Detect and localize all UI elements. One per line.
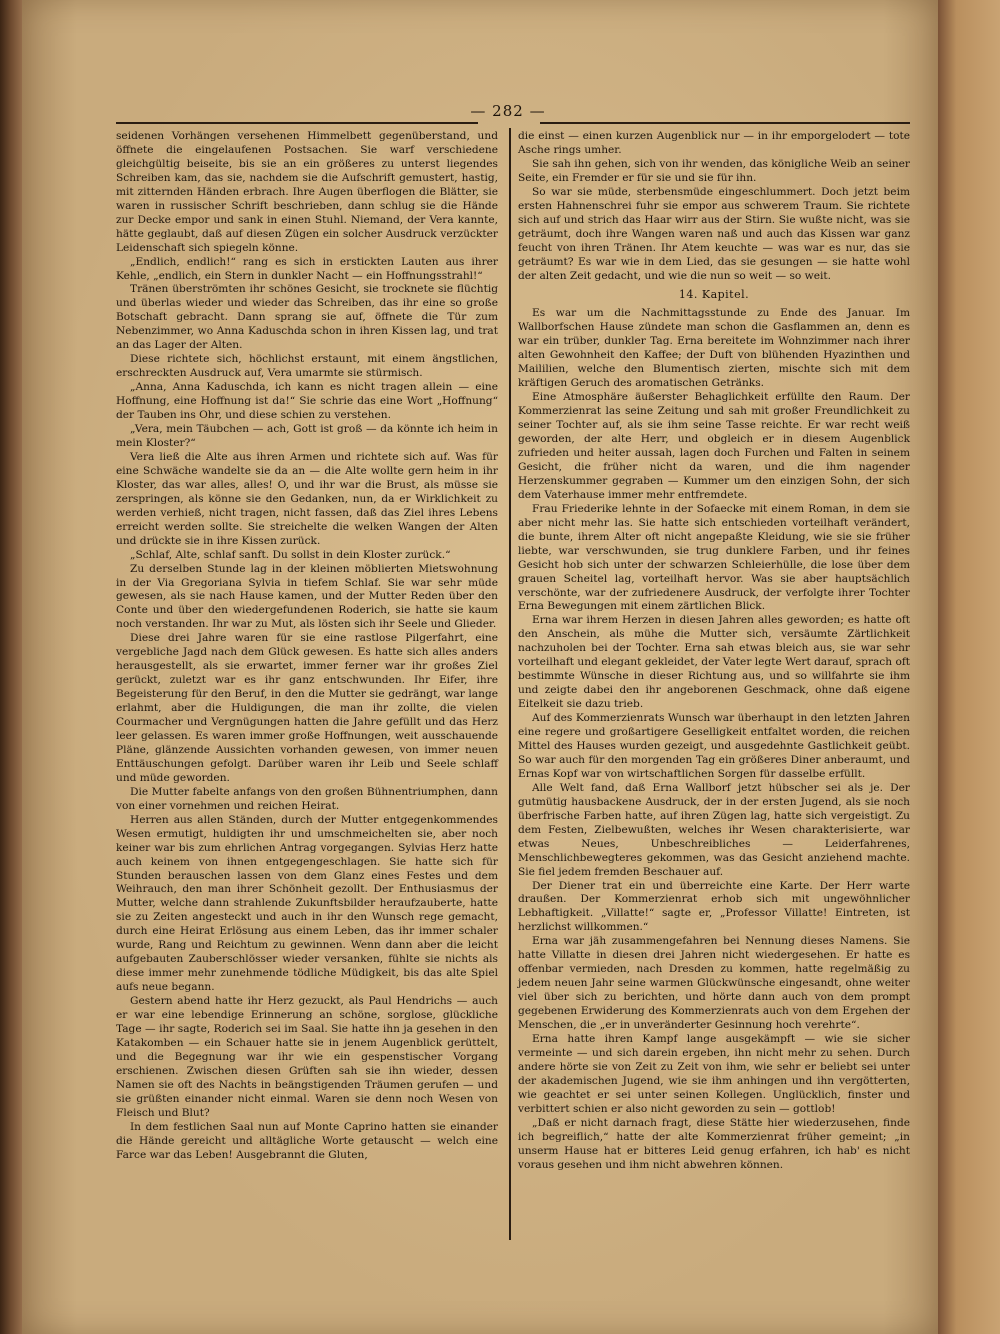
paragraph: So war sie müde, sterbensmüde eingeschlummert. Doch jetzt beim ersten Hahnenschrei fuhr sie empor aus schwerem Traum. Sie richtete sich auf und strich das Haar wirr aus der Stirn. Sie wußte nicht, was sie geträumt, doch ihre Wangen waren naß und auch das Kissen war ganz feucht von ihren Tränen. Ihr Atem keuchte — was war es nur, das sie geträumt? Es war wie in dem Lied, das sie gesungen — sie hatte wohl der alten Zeit gedacht, und wie die nun so weit — so weit.: [518, 185, 910, 282]
paragraph: Erna war jäh zusammengefahren bei Nennung dieses Namens. Sie hatte Villatte in diesen drei Jahren nicht wiedergesehen. Er hatte es offenbar vermieden, nach Dresden zu kommen, hatte regelmäßig zu jedem neuen Jahr seine warmen Glückwünsche eingesandt, ohne weiter viel über sich zu berichten, und hörte dann auch von dem prompt gegebenen Erwiderung des Kommerzienrats auch von dem Ergehen der Menschen, die „er in unveränderter Gesinnung hoch verehrte“.: [518, 935, 910, 1032]
paragraph: „Daß er nicht darnach fragt, diese Stätte hier wiederzusehen, finde ich begreiflich,“ hatte der alte Kommerzienrat früher gemeint; „in unserm Hause hat er bitteres Leid genug erfahren, ich hab' es nicht voraus gesehen und ihm nicht abwehren können.: [518, 1116, 910, 1171]
paragraph: „Schlaf, Alte, schlaf sanft. Du sollst in dein Kloster zurück.“: [130, 548, 451, 561]
paragraph: Sie sah ihn gehen, sich von ihr wenden, das königliche Weib an seiner Seite, ein Fremder er für sie und sie für ihn.: [518, 157, 910, 184]
paragraph: Tränen überströmten ihr schönes Gesicht, sie trocknete sie flüchtig und überlas wieder und wieder das Schreiben, das ihr eine so große Botschaft gebracht. Dann sprang sie auf, öffnete die Tür zum Nebenzimmer, wo Anna Kaduschda schon in ihren Kissen lag, und trat an das Lager der Alten.: [116, 283, 498, 352]
page-number: — 282 —: [470, 102, 546, 120]
paragraph: Erna hatte ihren Kampf lange ausgekämpft — wie sie sicher vermeinte — und sich darein ergeben, ihn nicht mehr zu sehen. Durch andere hörte sie von Zeit zu Zeit von ihm, wie sehr er beliebt sei unter der akademischen Jugend, wie sie ihm anhingen und ihn vergötterten, wie geachtet er sei unter seinen Kollegen. Unglücklich, finster und verbittert schien er also nicht geworden zu sein — gottlob!: [518, 1033, 910, 1115]
paragraph: Vera ließ die Alte aus ihren Armen und richtete sich auf. Was für eine Schwäche wandelte sie da an — die Alte wollte gern heim in ihr Kloster, das war alles, alles! O, und ihr war die Brust, als müsse sie zerspringen, als könne sie den Gedanken, nun, da er Wirklichkeit zu werden verhieß, nicht tragen, nicht fassen, daß das Ziel ihres Lebens erreicht werden sollte. Sie streichelte die welken Wangen der Alten und drückte sie in ihre Kissen zurück.: [116, 450, 498, 547]
paragraph: Der Diener trat ein und überreichte eine Karte. Der Herr warte draußen. Der Kommerzienrat erhob sich mit ungewöhnlicher Lebhaftigkeit. „Villatte!“ sagte er, „Professor Villatte! Eintreten, ist herzlichst willkommen.“: [518, 879, 910, 934]
paragraph: Es war um die Nachmittagsstunde zu Ende des Januar. Im Wallborfschen Hause zündete man schon die Gasflammen an, denn es war ein trüber, dunkler Tag. Erna bereitete im Wohnzimmer nach ihrer alten Gewohnheit den Kaffee; der Duft von blühenden Hyazinthen und Maililien, welche den Blumentisch zierten, mischte sich mit dem kräftigen Geruch des aromatischen Getränks.: [518, 307, 910, 390]
paragraph: Diese richtete sich, höchlichst erstaunt, mit einem ängstlichen, erschreckten Ausdruck auf, Vera umarmte sie stürmisch.: [116, 353, 498, 380]
paragraph: Herren aus allen Ständen, durch der Mutter entgegenkommendes Wesen ermutigt, huldigten ihr und umschmeichelten sie, aber noch keiner war bis zum ehrlichen Antrag vorgegangen. Sylvias Herz hatte auch keinem von ihnen entgegengeschlagen. Sie hatte sich für Stunden berauschen lassen von dem Glanz eines Festes und dem Weihrauch, den man ihrer Schönheit gezollt. Der Enthusiasmus der Mutter, welche dann strahlende Zukunftsbilder heraufzauberte, hatte sie zu Zeiten angesteckt und auch in ihr den Wunsch rege gemacht, durch eine Heirat Erlösung aus einem Leben, das ihr immer schaler wurde, Rang und Reichtum zu gewinnen. Wenn dann aber die leicht aufgebauten Zauberschlösser wieder versanken, fühlte sie nichts als diese immer mehr zunehmende tödliche Müdigkeit, bis das alte Spiel aufs neue begann.: [116, 813, 498, 994]
paragraph: seidenen Vorhängen versehenen Himmelbett gegenüberstand, und öffnete die eingelaufenen Postsachen. Sie warf verschiedene gleichgültig beiseite, bis sie an ein größeres zu unterst liegendes Schreiben kam, das sie, nachdem sie die Aufschrift gemustert, hastig, mit zitternden Händen erbrach. Ihre Augen überflogen die Blätter, sie waren in russischer Schrift beschrieben, dann schlug sie die Hände zur Decke empor und sank in einen Stuhl. Niemand, der Vera kannte, hätte geglaubt, daß auf diesen Zügen ein solcher Ausdruck verzückter Leidenschaft sich spiegeln könne.: [116, 130, 498, 254]
paragraph: Diese drei Jahre waren für sie eine rastlose Pilgerfahrt, eine vergebliche Jagd nach dem Glück gewesen. Es hatte sich alles anders herausgestellt, als sie erwartet, immer ferner war ihr großes Ziel gerückt, zuletzt war es ihr ganz entschwunden. Ihr Eifer, ihre Begeisterung für den Beruf, in den die Mutter sie gedrängt, war lange erlahmt, aber die Huldigungen, die man ihr zollte, die vielen Courmacher und Vergnügungen hatten die Jahre gefüllt und das Herz leer gelassen. Es waren immer große Hoffnungen, weit ausschauende Pläne, glänzende Aussichten vorhanden gewesen, von immer neuen Enttäuschungen gefolgt. Darüber waren ihr Leib und Seele schlaff und müde geworden.: [116, 632, 498, 784]
paragraph: Zu derselben Stunde lag in der kleinen möblierten Mietswohnung in der Via Gregoriana Sylvia in tiefem Schlaf. Sie war sehr müde gewesen, als sie nach Hause kamen, und der Mutter Reden über den Conte und über den wiedergefundenen Roderich, sie hatte sie kaum noch verstanden. Ihr war zu Mut, als lösten sich ihr Seele und Glieder.: [116, 562, 498, 631]
paragraph: Die Mutter fabelte anfangs von den großen Bühnentriumphen, dann von einer vornehmen und reichen Heirat.: [116, 785, 498, 812]
next-page-edge: [938, 0, 1000, 1334]
chapter-heading: 14. Kapitel.: [678, 288, 750, 302]
left-column: [116, 130, 498, 1163]
paragraph: In dem festlichen Saal nun auf Monte Caprino hatten sie einander die Hände gereicht und alltägliche Worte getauscht — welch eine Farce war das Leben! Ausgebrannt die Gluten,: [116, 1120, 498, 1161]
paragraph: Gestern abend hatte ihr Herz gezuckt, als Paul Hendrichs — auch er war eine lebendige Erinnerung an schöne, sorglose, glückliche Tage — ihr sagte, Roderich sei im Saal. Sie hatte ihn ja gesehen in den Katakomben — ein Schauer hatte sie in jenem Augenblick gerüttelt, und die Begegnung war ihr wie ein gespenstischer Vorgang erschienen. Zwischen diesen Grüften sah sie ihn wieder, dessen Namen sie oft des Nachts in beängstigenden Träumen gerufen — und sie grüßten einander nicht einmal. Waren sie denn noch Wesen von Fleisch und Blut?: [116, 995, 498, 1119]
paragraph: Erna war ihrem Herzen in diesen Jahren alles geworden; es hatte oft den Anschein, als mühe die Mutter sich, versäumte Zärtlichkeit nachzuholen bei der Tochter. Erna sah etwas bleich aus, sie war sehr vorteilhaft und elegant gekleidet, der Vater legte Wert darauf, sprach oft bestimmte Wünsche in dieser Richtung aus, und so willfahrte sie ihm und zeigte dabei den ihr angeborenen Geschmack, ohne daß eigene Eitelkeit sie dazu trieb.: [518, 614, 910, 711]
paragraph: „Endlich, endlich!“ rang es sich in erstickten Lauten aus ihrer Kehle, „endlich, ein Stern in dunkler Nacht — ein Hoffnungsstrahl!“: [116, 255, 498, 282]
header-rule-left: [116, 122, 478, 124]
header-rule-right: [540, 122, 910, 124]
paragraph: Alle Welt fand, daß Erna Wallborf jetzt hübscher sei als je. Der gutmütig hausbackene Ausdruck, der in der ersten Jugend, als sie noch überfrische Farben hatte, auf ihren Zügen lag, hatte sich vergeistigt. Zu dem Festen, Zielbewußten, welches ihr Wesen charakterisierte, war etwas Neues, Unbeschreibliches — Leiderfahrenes, Menschlichbewegteres gekommen, was das Gesicht anziehend machte. Sie fiel jedem fremden Beschauer auf.: [518, 781, 910, 878]
paragraph: Eine Atmosphäre äußerster Behaglichkeit erfüllte den Raum. Der Kommerzienrat las seine Zeitung und sah mit großer Freundlichkeit zu seiner Tochter auf, als sie ihm seine Tasse reichte. Er war recht weiß geworden, der alte Herr, und obgleich er in diesem Augenblick zufrieden und heiter aussah, lagen doch Furchen und Falten in seinem Gesicht, die früher nicht da waren, und die ihm nagender Herzenskummer gegraben — Kummer um den einzigen Sohn, der sich dem Vaterhause immer mehr entfremdete.: [518, 391, 910, 501]
column-divider: [509, 128, 511, 1240]
paragraph: „Anna, Anna Kaduschda, ich kann es nicht tragen allein — eine Hoffnung, eine Hoffnung ist da!“ Sie schrie das eine Wort „Hoffnung“ der Tauben ins Ohr, und diese schien zu verstehen.: [116, 381, 498, 422]
book-spine: [0, 0, 24, 1334]
paragraph: „Vera, mein Täubchen — ach, Gott ist groß — da könnte ich heim in mein Kloster?“: [116, 423, 498, 449]
paragraph: Frau Friederike lehnte in der Sofaecke mit einem Roman, in dem sie aber nicht mehr las. Sie hatte sich entschieden vorteilhaft verändert, die bunte, ihrem Alter oft nicht angepaßte Kleidung, wie sie sie früher liebte, war verschwunden, sie trug dunklere Farben, und ihr feines Gesicht hob sich unter der schwarzen Schleierhülle, die lose über dem grauen Scheitel lag, vorteilhaft hervor. Was sie aber hauptsächlich verschönte, war der zufriedenere Ausdruck, der verfolgte ihrer Tochter Erna Bewegungen mit einem zärtlichen Blick.: [518, 502, 910, 613]
paragraph: Auf des Kommerzienrats Wunsch war überhaupt in den letzten Jahren eine regere und großartigere Geselligkeit entfaltet worden, die reichen Mittel des Hauses wurden gezeigt, und ausgedehnte Gastlichkeit geübt. So war auch für den morgenden Tag ein größeres Diner anberaumt, und Ernas Kopf war von wirtschaftlichen Sorgen für dasselbe erfüllt.: [518, 712, 910, 780]
paragraph: die einst — einen kurzen Augenblick nur — in ihr emporgelodert — tote Asche rings umher.: [518, 130, 910, 156]
right-column: [518, 130, 910, 1173]
